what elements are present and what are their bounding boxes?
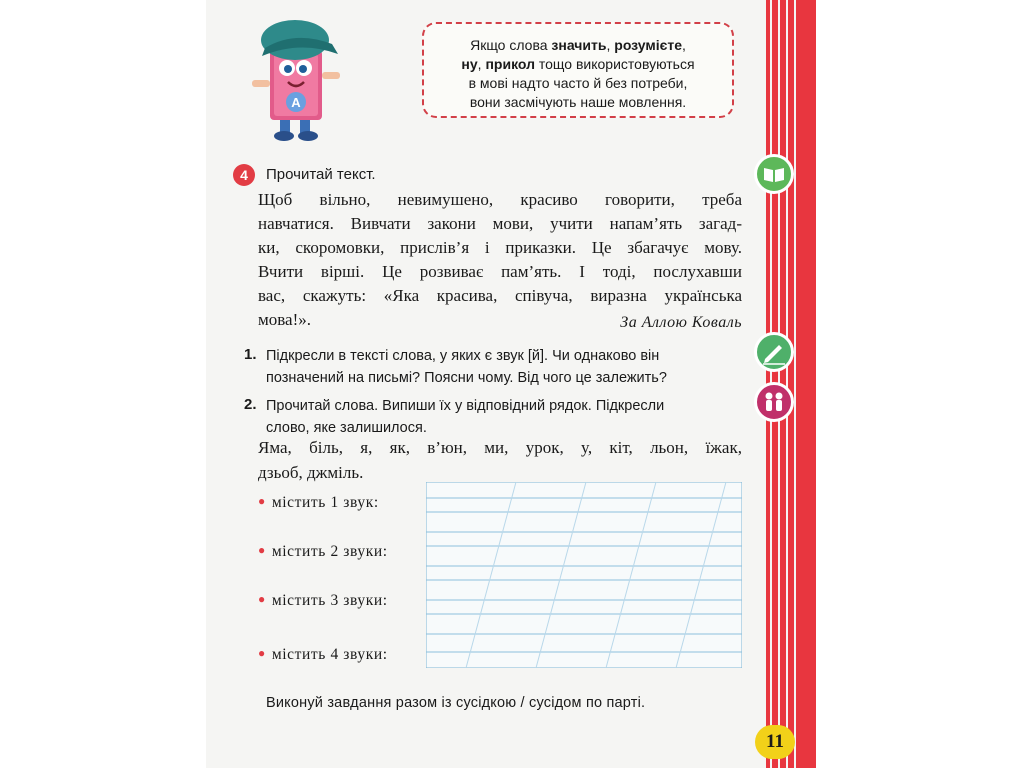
bubble-text: Якщо слова: [470, 37, 552, 53]
text-line: ки, скоромовки, прислів’я і приказки. Це збагачує мову.: [258, 238, 742, 257]
row-label-1-sound: [258, 494, 379, 512]
question-line: Підкресли в тексті слова, у яких є звук [й]. Чи однаково він: [266, 348, 660, 364]
question-line: слово, яке залишилося.: [266, 420, 427, 436]
row-label-text: містить 3 звуки:: [271, 592, 388, 609]
bubble-text: ,: [606, 37, 615, 53]
word-list-line: дзьоб, джміль.: [258, 463, 364, 482]
bubble-bold-word: розумієте: [614, 37, 683, 53]
page-number: 11: [755, 725, 795, 759]
text-line: вас, скажуть: «Яка красива, співуча, виразна українська: [258, 286, 742, 305]
question-number: 1.: [244, 346, 257, 363]
author-attribution: За Аллою Коваль: [620, 314, 742, 331]
bubble-bold-word: ну: [461, 56, 478, 72]
bubble-text: вони засмічують наше мовлення.: [469, 94, 687, 110]
bubble-text: в мові надто часто й без потреби,: [468, 75, 688, 91]
writing-grid[interactable]: [426, 482, 742, 668]
text-line: Щоб вільно, невимушено, красиво говорити, треба: [258, 190, 742, 209]
bullet-icon: ●: [258, 646, 266, 660]
question-line: позначений на письмі? Поясни чому. Від чого це залежить?: [266, 370, 667, 386]
bullet-icon: ●: [258, 494, 266, 508]
question-number: 2.: [244, 396, 257, 413]
mascot-icon: [240, 10, 350, 145]
bullet-icon: ●: [258, 543, 266, 557]
question-text: [266, 395, 746, 439]
row-label-2-sounds: [258, 543, 388, 561]
row-label-4-sounds: [258, 646, 388, 664]
bubble-text: ,: [682, 37, 686, 53]
text-line: Вчити вірші. Це розвиває пам’ять. І тоді, послухавши: [258, 262, 742, 281]
reading-text: [258, 188, 742, 332]
question-line: Прочитай слова. Випиши їх у відповідний рядок. Підкресли: [266, 398, 665, 414]
task-title: Прочитай текст.: [266, 166, 376, 183]
word-list-line: Яма, біль, я, як, в’юн, ми, урок, у, кіт, льон, їжак,: [258, 438, 742, 457]
bubble-text: тощо використовуються: [535, 56, 695, 72]
bullet-icon: ●: [258, 592, 266, 606]
task-number-badge: 4: [233, 164, 255, 186]
question-text: [266, 345, 746, 389]
book-icon: [754, 154, 794, 194]
pen-icon: [754, 332, 794, 372]
row-label-3-sounds: [258, 592, 388, 610]
bubble-bold-word: прикол: [485, 56, 535, 72]
footer-instruction: Виконуй завдання разом із сусідкою / сусідом по парті.: [266, 695, 646, 711]
text-line: навчатися. Вивчати закони мови, учити напам’ять загад-: [258, 214, 742, 233]
text-line: мова!».: [258, 310, 312, 329]
bubble-bold-word: значить: [551, 37, 607, 53]
pair-work-icon: [754, 382, 794, 422]
speech-bubble: [422, 22, 734, 118]
word-list: [258, 435, 742, 485]
row-label-text: містить 2 звуки:: [271, 543, 388, 560]
row-label-text: містить 4 звуки:: [271, 646, 388, 663]
mascot-letter: А: [291, 95, 301, 110]
bubble-text: ,: [477, 56, 486, 72]
row-label-text: містить 1 звук:: [271, 494, 379, 511]
